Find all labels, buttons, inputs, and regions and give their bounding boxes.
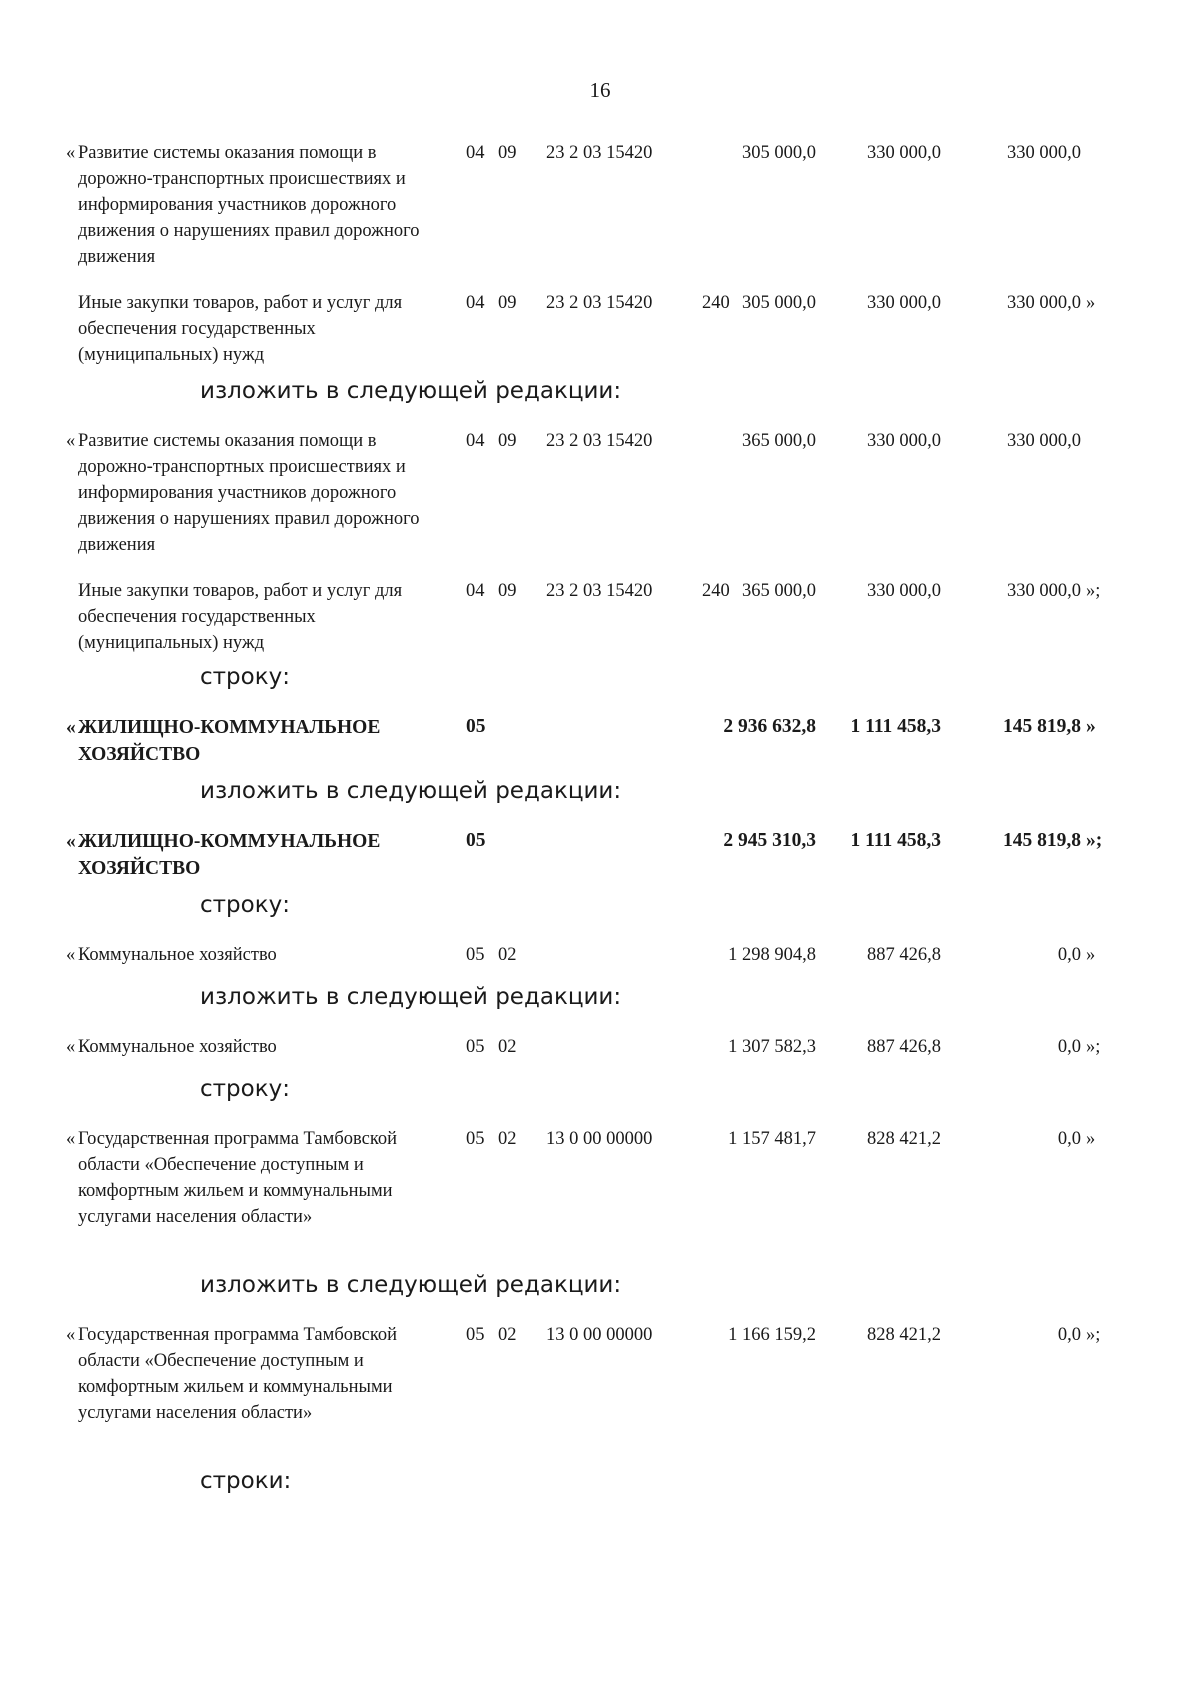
amount-year-3: 0,0	[1057, 1129, 1081, 1149]
table-row	[66, 714, 1176, 776]
amount-year-2: 887 426,8	[867, 945, 941, 965]
instruction-row: строку:	[200, 892, 290, 918]
amount-year-3: 0,0	[1057, 1037, 1081, 1057]
closing-quote: »;	[1086, 1037, 1101, 1057]
closing-quote: »;	[1086, 830, 1103, 851]
closing-quote: »	[1086, 716, 1096, 737]
target-article-code: 23 2 03 15420	[546, 293, 653, 313]
subsection-code: 02	[498, 945, 517, 965]
expense-type-code: 240	[702, 581, 730, 601]
amount-year-2: 828 421,2	[867, 1129, 941, 1149]
amount-year-1: 1 157 481,7	[728, 1129, 816, 1149]
instruction-rows: строки:	[200, 1468, 292, 1494]
document-body	[0, 140, 1200, 1496]
table-row	[66, 428, 1176, 578]
section-code: 05	[466, 1325, 485, 1345]
instruction-replace: изложить в следующей редакции:	[200, 378, 622, 404]
instruction-replace: изложить в следующей редакции:	[200, 1272, 622, 1298]
amount-year-1: 365 000,0	[742, 431, 816, 451]
amount-year-2: 330 000,0	[867, 293, 941, 313]
amount-year-1: 1 307 582,3	[728, 1037, 816, 1057]
row-name: « Развитие системы оказания помощи в дорожно-транспортных происшествиях и информирования участников дорожного движения о нарушениях правил дорожного движения	[66, 431, 420, 555]
target-article-code: 23 2 03 15420	[546, 143, 653, 163]
amount-year-1: 2 945 310,3	[723, 830, 816, 851]
instruction-replace: изложить в следующей редакции:	[200, 984, 622, 1010]
row-name: « Государственная программа Тамбовской области «Обеспечение доступным и комфортным жильем и коммунальными услугами населения области»	[66, 1129, 398, 1227]
amount-year-1: 305 000,0	[742, 293, 816, 313]
closing-quote: »	[1086, 945, 1096, 965]
amount-year-2: 1 111 458,3	[850, 716, 941, 737]
target-article-code: 13 0 00 00000	[546, 1129, 653, 1149]
section-code: 05	[466, 830, 486, 851]
target-article-code: 13 0 00 00000	[546, 1325, 653, 1345]
section-code: 05	[466, 1037, 485, 1057]
section-code: 05	[466, 716, 486, 737]
section-code: 04	[466, 143, 485, 163]
subsection-code: 09	[498, 581, 517, 601]
amount-year-2: 1 111 458,3	[850, 830, 941, 851]
closing-quote: »;	[1086, 581, 1101, 601]
amount-year-3: 0,0	[1057, 945, 1081, 965]
subsection-code: 02	[498, 1325, 517, 1345]
amount-year-1: 2 936 632,8	[723, 716, 816, 737]
amount-year-3: 0,0	[1057, 1325, 1081, 1345]
amount-year-3: 330 000,0	[1007, 293, 1081, 313]
amount-year-1: 1 166 159,2	[728, 1325, 816, 1345]
table-row	[66, 140, 1176, 290]
table-row	[66, 578, 1176, 662]
instruction-replace: изложить в следующей редакции:	[200, 778, 622, 804]
subsection-code: 09	[498, 431, 517, 451]
section-code: 04	[466, 581, 485, 601]
amount-year-3: 145 819,8	[1003, 716, 1081, 737]
target-article-code: 23 2 03 15420	[546, 581, 653, 601]
amount-year-1: 365 000,0	[742, 581, 816, 601]
row-name: « Государственная программа Тамбовской области «Обеспечение доступным и комфортным жильем и коммунальными услугами населения области»	[66, 1325, 398, 1423]
row-name: « Коммунальное хозяйство	[66, 1037, 277, 1057]
amount-year-3: 145 819,8	[1003, 830, 1081, 851]
closing-quote: »;	[1086, 1325, 1101, 1345]
page-number: 16	[589, 78, 611, 102]
section-code: 04	[466, 431, 485, 451]
subsection-code: 09	[498, 293, 517, 313]
amount-year-3: 330 000,0	[1007, 143, 1081, 163]
closing-quote: »	[1086, 293, 1096, 313]
amount-year-1: 1 298 904,8	[728, 945, 816, 965]
table-row	[66, 1126, 1176, 1270]
section-code: 05	[466, 1129, 485, 1149]
target-article-code: 23 2 03 15420	[546, 431, 653, 451]
section-code: 05	[466, 945, 485, 965]
row-name: « ЖИЛИЩНО-КОММУНАЛЬНОЕ ХОЗЯЙСТВО	[66, 831, 381, 879]
table-row	[66, 828, 1176, 890]
instruction-row: строку:	[200, 664, 290, 690]
table-row	[66, 290, 1176, 376]
instruction-row: строку:	[200, 1076, 290, 1102]
row-name: « ЖИЛИЩНО-КОММУНАЛЬНОЕ ХОЗЯЙСТВО	[66, 717, 381, 765]
section-code: 04	[466, 293, 485, 313]
row-name: « Развитие системы оказания помощи в дорожно-транспортных происшествиях и информирования участников дорожного движения о нарушениях правил дорожного движения	[66, 143, 420, 267]
amount-year-3: 330 000,0	[1007, 431, 1081, 451]
amount-year-2: 330 000,0	[867, 581, 941, 601]
amount-year-1: 305 000,0	[742, 143, 816, 163]
amount-year-2: 330 000,0	[867, 431, 941, 451]
subsection-code: 02	[498, 1129, 517, 1149]
row-name: « Коммунальное хозяйство	[66, 945, 277, 965]
row-name: Иные закупки товаров, работ и услуг для обеспечения государственных (муниципальных) нужд	[78, 293, 403, 365]
amount-year-3: 330 000,0	[1007, 581, 1081, 601]
table-row	[66, 1034, 1176, 1074]
subsection-code: 09	[498, 143, 517, 163]
amount-year-2: 330 000,0	[867, 143, 941, 163]
table-row	[66, 1322, 1176, 1466]
closing-quote: »	[1086, 1129, 1096, 1149]
amount-year-2: 887 426,8	[867, 1037, 941, 1057]
row-name: Иные закупки товаров, работ и услуг для обеспечения государственных (муниципальных) нужд	[78, 581, 403, 653]
expense-type-code: 240	[702, 293, 730, 313]
amount-year-2: 828 421,2	[867, 1325, 941, 1345]
table-row	[66, 942, 1176, 982]
subsection-code: 02	[498, 1037, 517, 1057]
